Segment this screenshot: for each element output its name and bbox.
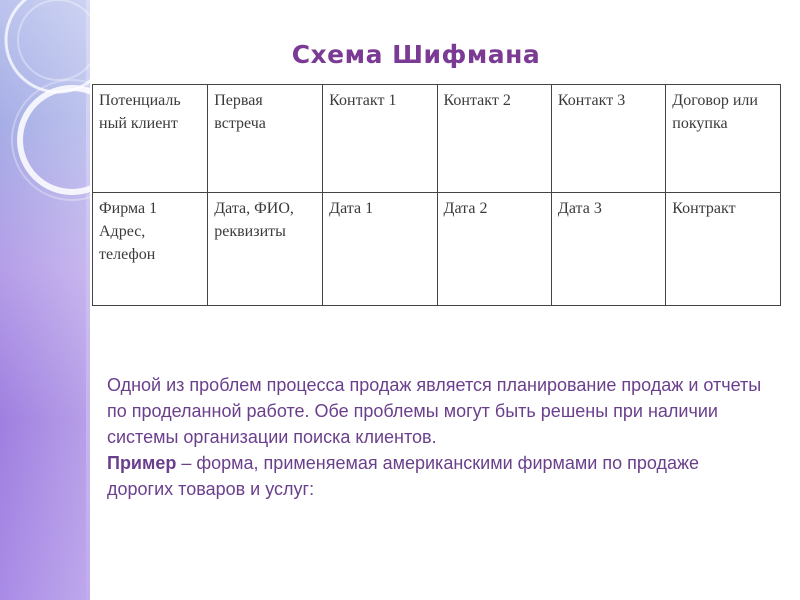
example-paragraph <box>107 450 767 502</box>
table-header-cell: Контакт 2 <box>437 85 551 193</box>
table-cell: Дата 3 <box>551 193 665 306</box>
table-header-row <box>93 85 781 193</box>
schiffman-schema-table <box>92 84 781 306</box>
table-header-cell: Контакт 1 <box>323 85 437 193</box>
table-header-cell: Первая встреча <box>208 85 323 193</box>
body-text-block <box>107 372 767 502</box>
table-cell: Фирма 1 Адрес, телефон <box>93 193 208 306</box>
table-header-cell: Контакт 3 <box>551 85 665 193</box>
table-cell: Дата 1 <box>323 193 437 306</box>
table-cell: Дата, ФИО, реквизиты <box>208 193 323 306</box>
table-cell: Дата 2 <box>437 193 551 306</box>
slide-title: Схема Шифмана <box>291 40 541 69</box>
table-row <box>93 193 781 306</box>
table-cell: Контракт <box>666 193 781 306</box>
table-header-cell: Договор или покупка <box>666 85 781 193</box>
description-paragraph: Одной из проблем процесса продаж является планирование продаж и отчеты по проделанной работе. Обе проблемы могут быть решены при наличии системы организации поиска клиентов. <box>107 375 762 447</box>
example-label: Пример <box>107 453 177 473</box>
table-header-cell: Потенциаль ный клиент <box>93 85 208 193</box>
example-text: – форма, применяемая американскими фирмами по продаже дорогих товаров и услуг: <box>107 453 700 499</box>
